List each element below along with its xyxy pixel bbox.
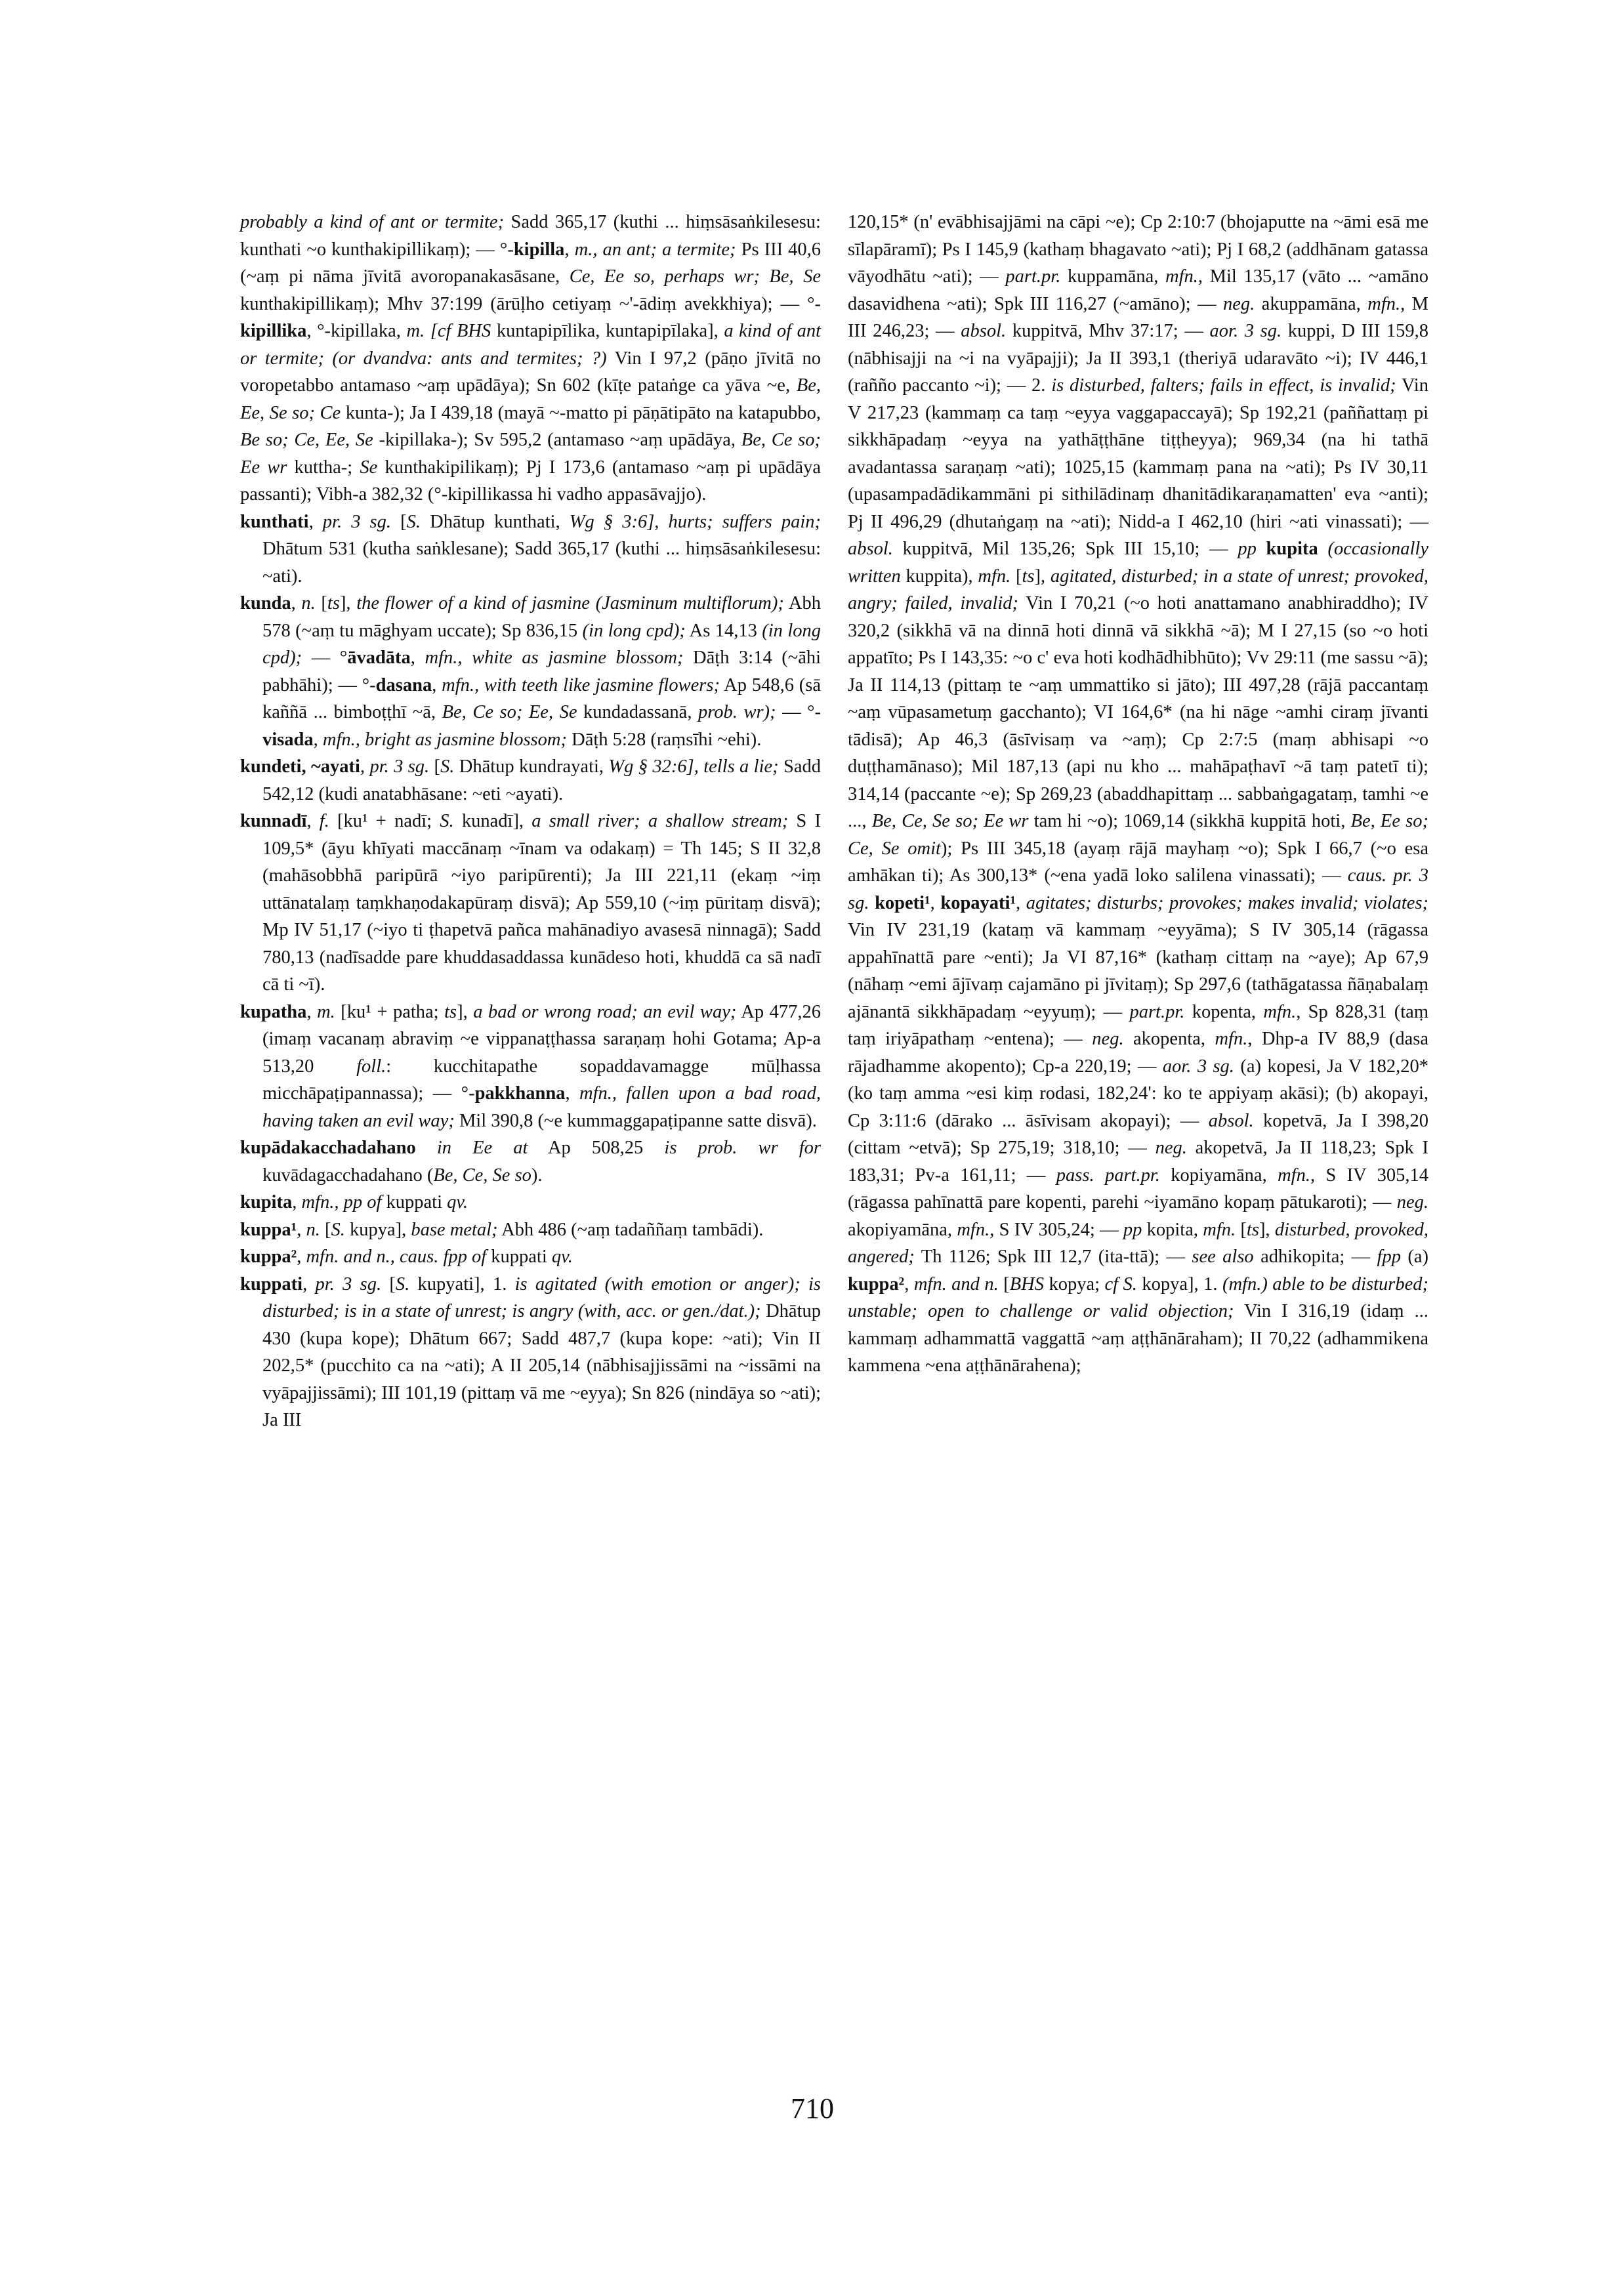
entry-text: [ku¹ + patha; — [335, 1001, 445, 1022]
entry-text: , Dhp-a IV 88,9 (dasa rājadhamme akopento); Cp-a 220,19; — — [848, 1029, 1428, 1077]
gloss-italic: Ce, Ee so, perhaps wr; Be, Se — [569, 266, 821, 287]
headword: kunnadī — [240, 811, 307, 831]
headword: kunthati — [240, 511, 309, 532]
entry-text: kuntapipīlika, kuntapipīlaka], — [491, 321, 724, 341]
entry-text: Dhātup 430 (kupa kope); Dhātum 667; Sadd 487,7 (kupa kope: ~ati); Vin II 202,5* (pucchito ca na ~ati); A II 205,14 (nābhisajjissāmi na ~issāmi na vyāpajjissāmi); III 101,19 (pittaṃ vā me ~eyya); Sn 826 (nindāya so ~ati); Ja III — [262, 1301, 821, 1430]
entry-text: Ap 548,6 (sā kaññā ... bimboṭṭhī ~ā, — [262, 674, 822, 722]
gloss-italic: part.pr. — [1005, 266, 1061, 287]
entry-text: Th 1126; Spk III 12,7 (ita-ttā); — — [914, 1247, 1192, 1267]
entry-text: , — [1016, 892, 1026, 913]
gloss-italic: base metal; — [411, 1219, 498, 1240]
page-number: 710 — [791, 2092, 834, 2124]
gloss-italic: n. — [301, 593, 316, 613]
entry-text: [ — [381, 1273, 396, 1294]
headword: kupita — [1266, 539, 1318, 559]
entry-text: , S IV 305,14 (rāgassa pahīnattā pare kopenti, parehi ~iyamāno kopaṃ pātukaroti); — — [848, 1165, 1428, 1212]
entry-text: Dhātup kundrayati, — [454, 756, 609, 777]
gloss-italic: part.pr. — [1129, 1001, 1185, 1022]
entry-text: , — [297, 1247, 306, 1267]
gloss-italic: is disturbed, falters; fails in effect, is invalid; — [1051, 375, 1396, 396]
entry-text: Sadd 542,12 (kudi anatabhāsane: ~eti ~ayati). — [262, 756, 822, 804]
gloss-italic: mfn. — [1367, 293, 1401, 314]
entry-text: , Sp 828,31 (taṃ taṃ iriyāpathaṃ ~entena); — — [848, 1001, 1429, 1049]
gloss-italic: S. — [406, 511, 421, 532]
entry-text: Dhātum 531 (kutha saṅklesane); Sadd 365,17 (kuthi ... hiṃsāsaṅkilesesu: ~ati). — [262, 539, 821, 587]
gloss-italic: qv. — [447, 1192, 468, 1212]
entry-text: , — [410, 648, 425, 668]
entry-text: -kipillaka-); Sv 595,2 (antamaso ~aṃ upādāya, — [373, 430, 741, 450]
headword: kuppa¹ — [240, 1219, 297, 1240]
gloss-italic: fpp — [1377, 1247, 1401, 1267]
entry-text: akuppamāna, — [1255, 293, 1368, 314]
entry-text: Vin I 316,19 (idaṃ ... kammaṃ adhammattā vaggattā ~aṃ aṭṭhānāraham); II 70,22 (adhammikena kammena ~ena aṭṭhānārahena); — [848, 1301, 1428, 1376]
gloss-italic: S. — [440, 756, 455, 777]
entry-text: kuppitvā, Mhv 37:17; — — [1006, 321, 1210, 341]
gloss-italic: Be, Ce so; Ee, Se — [442, 702, 577, 722]
entry-text: Dāṭh 3:14 (~āhi pabhāhi); — °- — [262, 648, 822, 695]
entry-text: ], — [339, 593, 357, 613]
entry-text: Vin IV 231,19 (kataṃ vā kammaṃ ~eyyāma); S IV 305,14 (rāgassa appahīnattā pare ~enti); Ja VI 87,16* (kathaṃ cittaṃ na ~aye); Ap 67,9 (nāhaṃ ~emi ājīvaṃ cajamāno pi jīvitaṃ); Sp 297,6 (tathāgatassa ñāṇabalaṃ ajānantā sikkhāpadaṃ ~eyyuṃ); — — [848, 920, 1428, 1022]
dictionary-entry — [240, 1271, 821, 1434]
entry-text: ], — [1259, 1219, 1275, 1240]
gloss-italic: mfn. — [1263, 1001, 1297, 1022]
entry-text: , — [432, 674, 442, 695]
entry-text: [ — [1010, 566, 1022, 587]
entry-text: , — [564, 239, 575, 260]
entry-text: , M III 246,23; — — [848, 293, 1428, 341]
entry-text: ], — [1034, 566, 1051, 587]
headword: kundeti, ~ayati — [240, 756, 360, 777]
gloss-italic: m. — [317, 1001, 335, 1022]
entry-text: ); Ps III 345,18 (ayaṃ rājā mayhaṃ ~o); Spk I 66,7 (~o esa amhākan ti); As 300,13* (~ena yadā loko salilena vinassati); — — [848, 838, 1428, 886]
headword: kipillika — [240, 321, 307, 341]
gloss-italic: neg. — [1155, 1138, 1187, 1158]
gloss-italic: Be, Ee so; Ce, Se omit — [848, 811, 1429, 859]
gloss-italic: mfn., with teeth like jasmine flowers; — [442, 674, 720, 695]
entry-text: — ° — [302, 648, 348, 668]
entry-text: , — [930, 892, 941, 913]
entry-text: Dhātup kunthati, — [421, 511, 570, 532]
gloss-italic: (in long cpd); — [262, 620, 821, 668]
entry-text: kopenta, — [1184, 1001, 1264, 1022]
entry-text: Ps III 40,6 (~aṃ pi nāma jīvitā avoropanakasāsane, — [240, 239, 821, 287]
entry-text: kuppi, D III 159,8 (nābhisajji na ~i na vyāpajji); Ja II 393,1 (theriyā udaravāto ~i); IV 446,1 (rañño paccanto ~i); — 2. — [848, 321, 1428, 396]
gloss-italic: is prob. wr for — [664, 1138, 822, 1158]
entry-text: adhikopita; — — [1253, 1247, 1377, 1267]
entry-text: kuvādagacchadahano ( — [262, 1165, 434, 1186]
gloss-italic: neg. — [1396, 1192, 1428, 1212]
entry-text: ], — [457, 1001, 474, 1022]
entry-text: kundadassanā, — [577, 702, 698, 722]
dictionary-entry — [240, 1189, 821, 1216]
entry-text: kupyati], 1. — [409, 1273, 515, 1294]
dictionary-entry — [240, 590, 821, 753]
headword: kunda — [240, 593, 291, 613]
headword: visada — [262, 729, 314, 750]
gloss-italic: mfn. and n. — [913, 1273, 999, 1294]
gloss-italic: pr. 3 sg. — [369, 756, 430, 777]
entry-text: , — [904, 1273, 914, 1294]
gloss-italic: absol. — [848, 539, 893, 559]
dictionary-entry — [240, 808, 821, 999]
gloss-italic: see also — [1192, 1247, 1254, 1267]
entry-text: Abh 486 (~aṃ tadaññaṃ tambādi). — [497, 1219, 764, 1240]
entry-text: [ — [429, 756, 441, 777]
gloss-italic: mfn. — [1165, 266, 1198, 287]
gloss-italic: mfn. and n., caus. fpp of — [306, 1247, 487, 1267]
gloss-italic: ts — [1022, 566, 1035, 587]
gloss-italic: aor. 3 sg. — [1162, 1056, 1234, 1077]
gloss-italic: f. — [319, 811, 329, 831]
entry-text: As 14,13 — [685, 620, 762, 641]
entry-text: , — [308, 511, 323, 532]
entry-text: , — [306, 1001, 318, 1022]
headword: kipilla — [513, 239, 565, 260]
entry-text: , — [297, 1219, 306, 1240]
gloss-italic: mfn. — [1203, 1219, 1236, 1240]
entry-text: , Mil 135,17 (vāto ... ~amāno dasavidhena ~ati); Spk III 116,27 (~amāno); — — [848, 266, 1428, 314]
entry-text: Ap 508,25 — [528, 1138, 665, 1158]
dictionary-entry — [240, 753, 821, 808]
entry-text: S I 109,5* (āyu khīyati maccānaṃ ~īnam va odakaṃ) = Th 145; S II 32,8 (mahāsobbhā paripūrā ~iyo paripūrenti); Ja III 221,11 (ekaṃ ~iṃ uttānatalaṃ taṃkhaṇodakapūraṃ disvā); Ap 559,10 (~iṃ pūritaṃ disvā); Mp IV 51,17 (~iyo ti ṭhapetvā pañca mahānadiyo avasesā ninnagā); Sadd 780,13 (nadīsadde pare khuddasaddassa kunādeso hoti, khuddā ca sā nadī cā ti ~ī). — [262, 811, 821, 995]
headword: kuppati — [240, 1273, 303, 1294]
gloss-italic: (mfn.) able to be disturbed; unstable; open to challenge or valid objection; — [848, 1273, 1429, 1321]
gloss-italic: S. — [395, 1273, 410, 1294]
entry-text: kunadī], — [453, 811, 532, 831]
gloss-italic: neg. — [1222, 293, 1255, 314]
entry-text: — °- — [776, 702, 821, 722]
gloss-italic: S. — [331, 1219, 345, 1240]
headword: kupādakacchadahano — [240, 1138, 416, 1158]
entry-text: Vin I 97,2 (pāṇo jīvitā no voropetabbo antamaso ~aṃ upādāya); Sn 602 (kīṭe pataṅge ca yāva ~e, — [240, 348, 821, 396]
gloss-italic: Wg § 32:6], tells a lie; — [608, 756, 779, 777]
right-column — [848, 209, 1428, 1380]
entry-text: kunthakipillikaṃ); Mhv 37:199 (ārūḷho cetiyaṃ ~'-ādiṃ avekkhiya); — °- — [240, 293, 821, 314]
gloss-italic: ts — [327, 593, 340, 613]
gloss-italic: pp — [1238, 539, 1257, 559]
dictionary-entry — [240, 1134, 821, 1189]
headword: kopayati¹ — [940, 892, 1016, 913]
gloss-italic: m. [cf BHS — [406, 321, 491, 341]
gloss-italic: agitates; disturbs; provokes; makes invalid; violates; — [1026, 892, 1429, 913]
left-column — [240, 209, 821, 1434]
gloss-italic: pp — [1123, 1219, 1142, 1240]
gloss-italic: agitated, disturbed; in a state of unrest; provoked, angry; failed, invalid; — [848, 566, 1428, 613]
dictionary-entry — [240, 999, 821, 1135]
entry-text: ). — [531, 1165, 543, 1186]
gloss-italic: pr. 3 sg. — [315, 1273, 382, 1294]
entry-text: [ — [315, 593, 327, 613]
entry-text: , — [291, 593, 302, 613]
gloss-italic: pass. part.pr. — [1056, 1165, 1160, 1186]
entry-text: [ — [1236, 1219, 1247, 1240]
gloss-italic: probably a kind of ant or termite; — [240, 212, 505, 232]
entry-text: kuppita), — [900, 566, 978, 587]
entry-text: Ap 477,26 (imaṃ vacanaṃ abraviṃ ~e vippanaṭṭhassa saraṇaṃ hohi Gotama; Ap-a 513,20 — [262, 1001, 822, 1077]
dictionary-entry — [240, 1243, 821, 1271]
gloss-italic: n. — [306, 1219, 320, 1240]
gloss-italic: disturbed, provoked, angered; — [848, 1219, 1428, 1267]
entry-text: Sadd 365,17 (kuthi ... hiṃsāsaṅkilesesu: kunthati ~o kunthakipillikaṃ); — °- — [240, 212, 821, 260]
entry-text: akopiyamāna, — [848, 1219, 957, 1240]
entry-text: , — [565, 1083, 579, 1104]
entry-text: [ — [320, 1219, 331, 1240]
headword: dasana — [375, 674, 432, 695]
gloss-italic: foll. — [356, 1056, 386, 1077]
gloss-italic: ts — [1246, 1219, 1259, 1240]
entry-text: akopenta, — [1123, 1029, 1215, 1049]
entry-text — [1257, 539, 1266, 559]
gloss-italic: Wg § 3:6], hurts; suffers pain; — [569, 511, 821, 532]
gloss-italic: mfn., white as jasmine blossom; — [425, 648, 684, 668]
entry-text: akopetvā, Ja II 118,23; Spk I 183,31; Pv-a 161,11; — — [848, 1138, 1428, 1186]
entry-text: Abh 578 (~aṃ tu māghyam uccate); Sp 836,15 — [262, 593, 822, 641]
entry-text: Vin I 70,21 (~o hoti anattamano anabhiraddho); IV 320,2 (sikkhā vā na dinnā hoti dinnā vā sikkhā ~ā); M I 27,15 (so ~o hoti appatīto; Ps I 143,35: ~o c' eva hoti kodhādhibhūto); Vv 29:11 (me sassu ~ā); Ja II 114,13 (pittaṃ te ~aṃ ummattiko si jāto); III 497,28 (rājā paccantaṃ ~aṃ vūpasametuṃ gacchanto); VI 164,6* (na hi nāge ~amhi ciraṃ jīvanti tādisā); Ap 46,3 (āsīvisaṃ va ~aṃ); Cp 2:7:5 (maṃ abhisapi ~o duṭṭhamānaso); Mil 187,13 (api nu kho ... mahāpaṭhavī ~ā taṃ patetī ti); 314,14 (paccante ~e); Sp 269,23 (abaddhapittaṃ ... sabbaṅgagataṃ, tamhi ~e ..., — [848, 593, 1429, 831]
entry-text: kuppati — [486, 1247, 552, 1267]
gloss-italic: mfn., fallen upon a bad road, having taken an evil way; — [262, 1083, 821, 1131]
entry-text — [416, 1138, 437, 1158]
entry-text: kuppamāna, — [1060, 266, 1166, 287]
gloss-italic: (occasionally written — [848, 539, 1429, 587]
gloss-italic: m., an ant; a termite; — [574, 239, 736, 260]
entry-text: Vin V 217,23 (kammaṃ ca taṃ ~eyya vaggapaccayā); Sp 192,21 (paññattaṃ pi sikkhāpadaṃ ~eyya na yathāṭṭhāne tiṭṭheyya); 969,34 (na hi tathā avadantassa saraṇaṃ ~ati); 1025,15 (kammaṃ pana na ~ati); Ps IV 30,11 (upasampadādikammāni pi sithilādinaṃ dhanitādikaraṇamatten' eva ~anti); Pj II 496,29 (dhutaṅgaṃ na ~ati); Nidd-a I 462,10 (hiri ~ati vinassati); — — [848, 375, 1428, 532]
entry-text: Mil 390,8 (~e kummaggapaṭipanne satte disvā). — [454, 1110, 817, 1131]
entry-text: kopya; — [1043, 1273, 1105, 1294]
gloss-italic: Be, Ce so; Ee wr — [240, 430, 821, 478]
dictionary-entry — [848, 209, 1428, 1380]
gloss-italic: Be, Ce, Se so — [433, 1165, 531, 1186]
entry-text: kunthakipilikaṃ); Pj I 173,6 (antamaso ~aṃ pi upādāya passanti); Vibh-a 382,32 (°-kipillikassa hi vadho appasāvajjo). — [240, 457, 821, 505]
entry-text: kunta-); Ja I 439,18 (mayā ~-matto pi pāṇātipāto na katapubbo, — [341, 402, 821, 423]
gloss-italic: ts — [444, 1001, 457, 1022]
entry-text: , S IV 305,24; — — [989, 1219, 1123, 1240]
gloss-italic: cf S. — [1104, 1273, 1137, 1294]
dictionary-entry — [240, 1216, 821, 1244]
entry-text: , — [360, 756, 370, 777]
headword: kupita — [240, 1192, 293, 1212]
gloss-italic: (in long cpd); — [582, 620, 686, 641]
entry-text: kuttha-; — [287, 457, 360, 478]
gloss-italic: pr. 3 sg. — [322, 511, 392, 532]
gloss-italic: absol. — [1208, 1110, 1254, 1131]
entry-text: kopetvā, Ja I 398,20 (cittam ~etvā); Sp 275,19; 318,10; — — [848, 1110, 1429, 1158]
gloss-italic: absol. — [961, 321, 1007, 341]
entry-text: , — [292, 1192, 302, 1212]
dictionary-entry — [240, 209, 821, 508]
gloss-italic: Be, Ee, Se so; Ce — [240, 375, 821, 423]
headword: kopeti¹ — [875, 892, 930, 913]
gloss-italic: a bad or wrong road; an evil way; — [473, 1001, 737, 1022]
headword: pakkhanna — [474, 1083, 566, 1104]
entry-text: Dāṭh 5:28 (raṃsīhi ~ehi). — [566, 729, 762, 750]
gloss-italic: a small river; a shallow stream; — [531, 811, 789, 831]
headword: kuppa² — [848, 1273, 905, 1294]
entry-text: kuppitvā, Mil 135,26; Spk III 15,10; — — [892, 539, 1238, 559]
gloss-italic: Be, Ce, Se so; Ee wr — [871, 811, 1029, 831]
entry-text: kopiyamāna, — [1159, 1165, 1278, 1186]
entry-text: : kucchitapathe sopaddavamagge mūḷhassa micchāpaṭipannassa); — °- — [262, 1056, 822, 1104]
gloss-italic: in Ee at — [436, 1138, 528, 1158]
headword: kuppa² — [240, 1247, 297, 1267]
gloss-italic: S. — [440, 811, 454, 831]
entry-text: , — [302, 1273, 316, 1294]
entry-text: 120,15* (n' evābhisajjāmi na cāpi ~e); Cp 2:10:7 (bhojaputte na ~āmi esā me sīlapāramī); Ps I 145,9 (kathaṃ bhagavato ~ati); Pj I 68,2 (addhānam gatassa vāyodhātu ~ati); — — [848, 212, 1428, 287]
entry-text: kupya], — [344, 1219, 411, 1240]
entry-text: tam hi ~o); 1069,14 (sikkhā kuppitā hoti, — [1028, 811, 1351, 831]
dictionary-entry — [240, 508, 821, 590]
entry-text: [ — [998, 1273, 1010, 1294]
gloss-italic: a kind of ant or termite; (or dvandva: ants and termites; ?) — [240, 321, 821, 369]
entry-text: [ — [391, 511, 407, 532]
entry-text: (a) kopesi, Ja V 182,20* (ko taṃ amma ~esi kiṃ rodasi, 182,24': ko te appiyaṃ akāsi); (b) akopayi, Cp 3:11:6 (dārako ... āsīvisam akopayi); — — [848, 1056, 1428, 1131]
gloss-italic: mfn. — [957, 1219, 990, 1240]
entry-text: kopya], 1. — [1136, 1273, 1222, 1294]
gloss-italic: mfn. — [978, 566, 1011, 587]
gloss-italic: Se — [360, 457, 378, 478]
entry-text — [1318, 539, 1328, 559]
gloss-italic: Be so; Ce, Ee, Se — [240, 430, 373, 450]
gloss-italic: caus. pr. 3 sg. — [848, 865, 1428, 913]
entry-text — [869, 893, 875, 913]
gloss-italic: BHS — [1009, 1273, 1044, 1294]
headword: āvadāta — [347, 648, 411, 668]
gloss-italic: mfn., pp of — [301, 1192, 382, 1212]
entry-text: , — [313, 729, 323, 750]
gloss-italic: aor. 3 sg. — [1209, 321, 1282, 341]
gloss-italic: neg. — [1092, 1029, 1124, 1049]
entry-text: kopita, — [1142, 1219, 1203, 1240]
entry-text: , °-kipillaka, — [306, 321, 407, 341]
gloss-italic: mfn. — [1278, 1165, 1310, 1186]
gloss-italic: qv. — [551, 1247, 573, 1267]
entry-text: , — [306, 811, 320, 831]
entry-text: (a) — [1400, 1247, 1428, 1267]
gloss-italic: prob. wr); — [698, 702, 776, 722]
gloss-italic: the flower of a kind of jasmine (Jasminum multiflorum); — [356, 593, 784, 613]
gloss-italic: is agitated (with emotion or anger); is disturbed; is in a state of unrest; is angry (with, acc. or gen./dat.); — [262, 1273, 822, 1321]
gloss-italic: mfn., bright as jasmine blossom; — [322, 729, 567, 750]
entry-text: kuppati — [381, 1192, 448, 1212]
headword: kupatha — [240, 1001, 307, 1022]
gloss-italic: mfn. — [1215, 1029, 1248, 1049]
entry-text: [ku¹ + nadī; — [329, 811, 440, 831]
